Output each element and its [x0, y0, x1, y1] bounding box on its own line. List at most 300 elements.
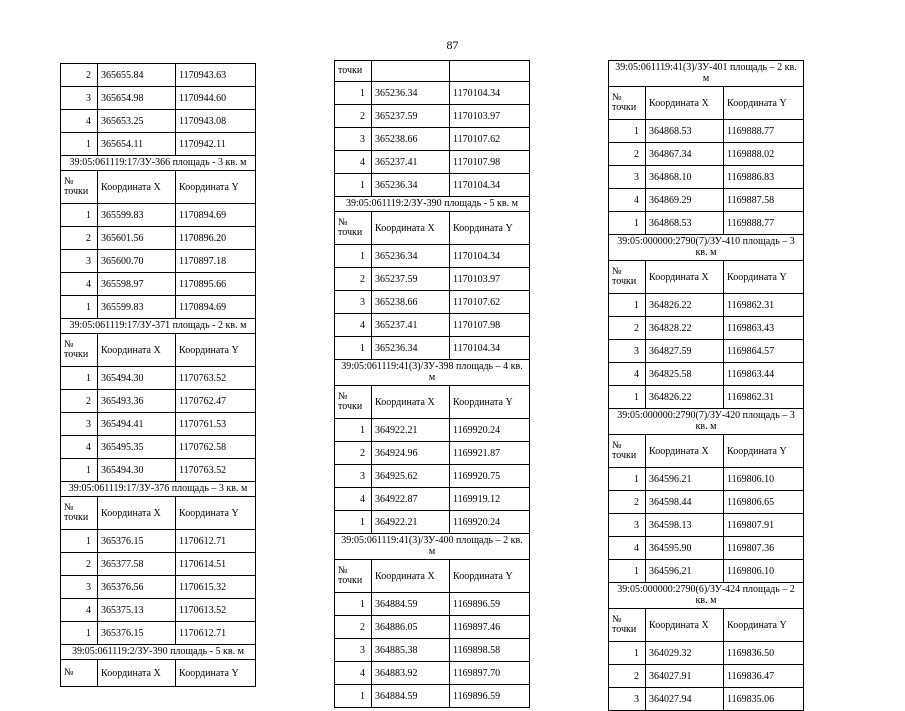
coord-y-value: 1169863.44: [724, 363, 804, 386]
coord-x-value: 364886.05: [372, 616, 450, 639]
point-number: 2: [609, 317, 646, 340]
point-number: 3: [61, 413, 98, 436]
table-row: [61, 622, 256, 645]
coord-y-value: 1170104.34: [450, 245, 530, 268]
coord-x-value: 365238.66: [372, 291, 450, 314]
coord-x-value: 365238.66: [372, 128, 450, 151]
coord-x-header: Координата X: [372, 212, 450, 245]
coord-y-value: 1170762.47: [176, 390, 256, 413]
coord-x-value: 365237.41: [372, 151, 450, 174]
coord-x-value: 364867.34: [646, 143, 724, 166]
coord-x-value: 364922.21: [372, 511, 450, 534]
point-number: 1: [609, 468, 646, 491]
coord-x-value: 364868.53: [646, 212, 724, 235]
table-row: [335, 662, 530, 685]
point-number: 1: [61, 133, 98, 156]
point-number: 3: [335, 291, 372, 314]
table-row: [335, 593, 530, 616]
point-number: 3: [61, 250, 98, 273]
point-number-header: № точки: [61, 171, 98, 204]
table-row: [335, 174, 530, 197]
point-number: 1: [609, 120, 646, 143]
point-number: 2: [609, 491, 646, 514]
coord-x-value: 364884.59: [372, 685, 450, 708]
coord-y-value: 1169896.59: [450, 685, 530, 708]
coord-y-value: 1170612.71: [176, 622, 256, 645]
parcel-caption-row: [61, 319, 256, 334]
table-row: [609, 386, 804, 409]
coord-y-value: 1169887.58: [724, 189, 804, 212]
table-row: [609, 340, 804, 363]
coord-y-value: 1170103.97: [450, 268, 530, 291]
coord-y-value: 1170103.97: [450, 105, 530, 128]
point-number: 4: [609, 537, 646, 560]
coordinates-table: [334, 60, 530, 708]
coord-x-value: 364884.59: [372, 593, 450, 616]
coord-y-value: 1169807.91: [724, 514, 804, 537]
table-row: [61, 133, 256, 156]
coord-x-value: 364924.96: [372, 442, 450, 465]
point-number: 4: [61, 110, 98, 133]
coord-y-header: Координата Y: [724, 609, 804, 642]
table-row: [609, 294, 804, 317]
table-row: [61, 296, 256, 319]
point-number: 1: [609, 212, 646, 235]
coord-x-header: Координата X: [646, 435, 724, 468]
point-number: 1: [335, 685, 372, 708]
point-number: 1: [335, 511, 372, 534]
parcel-caption-row: [61, 645, 256, 660]
coord-y-header: Координата Y: [176, 171, 256, 204]
coord-x-value: 364596.21: [646, 468, 724, 491]
coord-x-header: Координата X: [98, 497, 176, 530]
coord-x-header: Координата X: [646, 87, 724, 120]
coord-x-value: 364595.90: [646, 537, 724, 560]
coord-x-value: 364868.10: [646, 166, 724, 189]
point-number-header: № точки: [609, 87, 646, 120]
table-row: [61, 204, 256, 227]
coord-y-header: Координата Y: [176, 497, 256, 530]
coord-x-value: 364869.29: [646, 189, 724, 212]
header-row: [335, 212, 530, 245]
coord-y-value: 1170943.63: [176, 64, 256, 87]
table-row: [335, 511, 530, 534]
coord-x-value: 365495.35: [98, 436, 176, 459]
table-row: [61, 436, 256, 459]
coord-y-header: Координата Y: [450, 560, 530, 593]
header-row: [609, 435, 804, 468]
table-row: [61, 390, 256, 413]
table-row: [335, 442, 530, 465]
point-number-header: № точки: [335, 560, 372, 593]
parcel-caption: 39:05:061119:2/ЗУ-390 площадь - 5 кв. м: [61, 645, 256, 660]
table-row: [61, 530, 256, 553]
coord-y-value: 1170762.58: [176, 436, 256, 459]
parcel-caption: 39:05:061119:17/ЗУ-371 площадь - 2 кв. м: [61, 319, 256, 334]
point-number: 1: [335, 593, 372, 616]
parcel-caption-row: [609, 235, 804, 261]
coord-y-value: 1169806.65: [724, 491, 804, 514]
coord-y-value: 1170761.53: [176, 413, 256, 436]
header-row: [61, 497, 256, 530]
point-number-header: № точки: [335, 386, 372, 419]
coord-y-value: 1169862.31: [724, 386, 804, 409]
point-number: 2: [335, 268, 372, 291]
parcel-caption-row: [609, 409, 804, 435]
coord-y-header: Координата Y: [450, 212, 530, 245]
point-number: 2: [335, 442, 372, 465]
point-number: 2: [335, 105, 372, 128]
coord-y-value: 1170763.52: [176, 367, 256, 390]
table-row: [335, 128, 530, 151]
point-number-header: №: [61, 660, 98, 687]
coord-x-value: 364027.91: [646, 665, 724, 688]
table-row: [609, 189, 804, 212]
table-row: [609, 491, 804, 514]
point-number: 1: [609, 642, 646, 665]
parcel-caption: 39:05:000000:2790(7)/ЗУ-410 площадь – 3 кв. м: [609, 235, 804, 261]
parcel-caption-row: [335, 534, 530, 560]
coord-y-value: 1170612.71: [176, 530, 256, 553]
point-number: 4: [609, 363, 646, 386]
coord-x-value: 365375.13: [98, 599, 176, 622]
coord-y-value: 1170107.62: [450, 291, 530, 314]
coord-x-value: 365237.59: [372, 105, 450, 128]
table-row: [609, 688, 804, 711]
point-number: 1: [61, 530, 98, 553]
point-number: 1: [609, 294, 646, 317]
point-number: 4: [335, 151, 372, 174]
coord-x-value: 365236.34: [372, 337, 450, 360]
coord-x-value: 364925.62: [372, 465, 450, 488]
point-number: 3: [61, 87, 98, 110]
coord-y-value: 1170763.52: [176, 459, 256, 482]
table-row: [609, 317, 804, 340]
coord-x-value: 364826.22: [646, 294, 724, 317]
coord-y-value: 1169807.36: [724, 537, 804, 560]
coord-y-value: 1170615.32: [176, 576, 256, 599]
coord-y-value: 1169806.10: [724, 560, 804, 583]
point-number: 2: [61, 227, 98, 250]
table-row: [335, 419, 530, 442]
parcel-caption: 39:05:061119:41(3)/ЗУ-398 площадь – 4 кв. м: [335, 360, 530, 386]
coord-x-value: 365237.41: [372, 314, 450, 337]
coord-y-value: 1169898.58: [450, 639, 530, 662]
coord-y-value: 1169886.83: [724, 166, 804, 189]
parcel-caption-row: [335, 197, 530, 212]
parcel-caption-row: [335, 360, 530, 386]
point-number: 4: [335, 488, 372, 511]
coord-x-header: Координата X: [98, 334, 176, 367]
header-cell: [450, 61, 530, 82]
table-row: [61, 599, 256, 622]
header-row: [609, 261, 804, 294]
coord-x-value: 365493.36: [98, 390, 176, 413]
coord-y-value: 1170107.62: [450, 128, 530, 151]
coord-y-value: 1169888.77: [724, 120, 804, 143]
point-number: 3: [61, 576, 98, 599]
coord-y-header: Координата Y: [176, 660, 256, 687]
table-row: [61, 250, 256, 273]
point-number: 2: [609, 665, 646, 688]
coord-y-value: 1170942.11: [176, 133, 256, 156]
parcel-caption: 39:05:000000:2790(7)/ЗУ-420 площадь – 3 кв. м: [609, 409, 804, 435]
coordinates-table: [60, 63, 256, 687]
coord-x-value: 365601.56: [98, 227, 176, 250]
parcel-caption: 39:05:061119:17/ЗУ-376 площадь – 3 кв. м: [61, 482, 256, 497]
coord-x-value: 364825.58: [646, 363, 724, 386]
table-row: [61, 87, 256, 110]
coord-y-value: 1169897.70: [450, 662, 530, 685]
coord-x-header: Координата X: [372, 386, 450, 419]
coord-x-value: 364826.22: [646, 386, 724, 409]
point-number: 4: [335, 314, 372, 337]
coord-y-value: 1169920.75: [450, 465, 530, 488]
coord-x-value: 364828.22: [646, 317, 724, 340]
point-number: 1: [335, 419, 372, 442]
table-row: [335, 245, 530, 268]
coord-x-header: Координата X: [646, 261, 724, 294]
coord-x-value: 365376.15: [98, 530, 176, 553]
point-number: 1: [335, 82, 372, 105]
coord-x-header: Координата X: [372, 560, 450, 593]
point-number: 4: [61, 273, 98, 296]
coord-y-value: 1169862.31: [724, 294, 804, 317]
header-row: [609, 609, 804, 642]
table-row: [609, 537, 804, 560]
point-number: 2: [61, 64, 98, 87]
point-number-header: точки: [335, 61, 372, 82]
coord-x-value: 364868.53: [646, 120, 724, 143]
coord-x-value: 364922.87: [372, 488, 450, 511]
table-row: [609, 143, 804, 166]
coord-x-header: Координата X: [98, 171, 176, 204]
point-number: 3: [335, 639, 372, 662]
header-row-continued: [335, 61, 530, 82]
table-row: [335, 639, 530, 662]
coord-y-value: 1170613.52: [176, 599, 256, 622]
coord-y-value: 1169920.24: [450, 419, 530, 442]
coord-y-header: Координата Y: [724, 261, 804, 294]
coord-x-header: Координата X: [98, 660, 176, 687]
coord-y-value: 1169921.87: [450, 442, 530, 465]
header-row: [61, 334, 256, 367]
coord-x-value: 365377.58: [98, 553, 176, 576]
coord-y-value: 1169836.47: [724, 665, 804, 688]
table-row: [609, 514, 804, 537]
table-row: [335, 616, 530, 639]
coord-y-value: 1169888.77: [724, 212, 804, 235]
coord-y-value: 1170896.20: [176, 227, 256, 250]
coord-x-value: 365236.34: [372, 245, 450, 268]
coord-y-value: 1170894.69: [176, 204, 256, 227]
coord-x-value: 364027.94: [646, 688, 724, 711]
point-number-header: № точки: [609, 435, 646, 468]
point-number: 1: [335, 337, 372, 360]
table-row: [61, 413, 256, 436]
coord-y-value: 1169863.43: [724, 317, 804, 340]
table-row: [335, 465, 530, 488]
parcel-caption: 39:05:061119:2/ЗУ-390 площадь - 5 кв. м: [335, 197, 530, 212]
coord-x-value: 364029.32: [646, 642, 724, 665]
coord-y-value: 1170894.69: [176, 296, 256, 319]
coord-y-value: 1170107.98: [450, 151, 530, 174]
coord-y-value: 1169896.59: [450, 593, 530, 616]
point-number: 4: [609, 189, 646, 212]
table-row: [335, 291, 530, 314]
point-number: 2: [609, 143, 646, 166]
header-cell: [372, 61, 450, 82]
table-row: [609, 642, 804, 665]
point-number: 3: [609, 514, 646, 537]
parcel-caption: 39:05:061119:41(3)/ЗУ-400 площадь – 2 кв. м: [335, 534, 530, 560]
table-row: [61, 459, 256, 482]
coord-x-value: 365598.97: [98, 273, 176, 296]
coord-y-value: 1169806.10: [724, 468, 804, 491]
coord-y-value: 1169919.12: [450, 488, 530, 511]
table-row: [609, 120, 804, 143]
parcel-caption: 39:05:000000:2790(6)/ЗУ-424 площадь – 2 кв. м: [609, 583, 804, 609]
coord-y-value: 1170943.08: [176, 110, 256, 133]
coord-y-value: 1170104.34: [450, 82, 530, 105]
coord-x-value: 364598.13: [646, 514, 724, 537]
coord-y-value: 1169920.24: [450, 511, 530, 534]
coord-x-value: 365654.98: [98, 87, 176, 110]
header-row: [61, 171, 256, 204]
coord-x-value: 364598.44: [646, 491, 724, 514]
coord-y-value: 1170944.60: [176, 87, 256, 110]
coord-y-value: 1169835.06: [724, 688, 804, 711]
coord-y-value: 1169888.02: [724, 143, 804, 166]
coord-y-header: Координата Y: [450, 386, 530, 419]
point-number: 1: [61, 622, 98, 645]
coord-x-value: 365494.30: [98, 367, 176, 390]
coord-y-value: 1170614.51: [176, 553, 256, 576]
header-row: [609, 87, 804, 120]
coord-x-value: 365494.41: [98, 413, 176, 436]
point-number: 4: [335, 662, 372, 685]
coordinates-column-middle: [334, 60, 530, 708]
point-number-header: № точки: [61, 334, 98, 367]
coord-y-value: 1170107.98: [450, 314, 530, 337]
table-row: [61, 273, 256, 296]
point-number: 1: [61, 367, 98, 390]
parcel-caption-row: [61, 482, 256, 497]
table-row: [609, 363, 804, 386]
point-number: 2: [335, 616, 372, 639]
table-row: [335, 268, 530, 291]
point-number-header: № точки: [335, 212, 372, 245]
table-row: [61, 553, 256, 576]
point-number: 3: [609, 166, 646, 189]
coord-y-value: 1170104.34: [450, 174, 530, 197]
coord-x-value: 364883.92: [372, 662, 450, 685]
table-row: [61, 227, 256, 250]
point-number: 3: [335, 128, 372, 151]
coord-x-value: 365376.56: [98, 576, 176, 599]
table-row: [609, 665, 804, 688]
coord-x-value: 364885.38: [372, 639, 450, 662]
coord-x-value: 365236.34: [372, 82, 450, 105]
table-row: [335, 151, 530, 174]
point-number: 2: [61, 553, 98, 576]
parcel-caption-row: [61, 156, 256, 171]
coord-x-value: 365599.83: [98, 296, 176, 319]
parcel-caption-row: [609, 61, 804, 87]
table-row: [61, 110, 256, 133]
header-row: [335, 386, 530, 419]
coord-x-value: 365236.34: [372, 174, 450, 197]
page-number: 87: [446, 38, 459, 52]
coord-y-header: Координата Y: [724, 87, 804, 120]
coord-y-value: 1170895.66: [176, 273, 256, 296]
table-row: [609, 166, 804, 189]
coord-x-header: Координата X: [646, 609, 724, 642]
table-row: [335, 314, 530, 337]
table-row: [335, 82, 530, 105]
table-row: [61, 576, 256, 599]
point-number-header: № точки: [609, 609, 646, 642]
coordinates-column-left: [60, 63, 256, 687]
coord-x-value: 365599.83: [98, 204, 176, 227]
table-row: [335, 337, 530, 360]
point-number: 1: [61, 459, 98, 482]
point-number: 4: [61, 436, 98, 459]
table-row: [609, 560, 804, 583]
coord-x-value: 365494.30: [98, 459, 176, 482]
point-number: 3: [335, 465, 372, 488]
coord-x-value: 365376.15: [98, 622, 176, 645]
coord-y-header: Координата Y: [176, 334, 256, 367]
coord-x-value: 365654.11: [98, 133, 176, 156]
point-number: 2: [61, 390, 98, 413]
point-number-header: № точки: [609, 261, 646, 294]
coordinates-column-right: [608, 60, 804, 711]
coord-y-value: 1170104.34: [450, 337, 530, 360]
coord-x-value: 365655.84: [98, 64, 176, 87]
header-row: [335, 560, 530, 593]
point-number-header: № точки: [61, 497, 98, 530]
header-row: [61, 660, 256, 687]
coord-x-value: 365653.25: [98, 110, 176, 133]
coordinates-table: [608, 60, 804, 711]
coord-x-value: 365237.59: [372, 268, 450, 291]
table-row: [335, 488, 530, 511]
table-row: [335, 105, 530, 128]
table-row: [335, 685, 530, 708]
point-number: 1: [609, 386, 646, 409]
table-row: [61, 367, 256, 390]
parcel-caption-row: [609, 583, 804, 609]
coord-x-value: 365600.70: [98, 250, 176, 273]
point-number: 1: [335, 174, 372, 197]
coord-x-value: 364922.21: [372, 419, 450, 442]
parcel-caption: 39:05:061119:17/ЗУ-366 площадь - 3 кв. м: [61, 156, 256, 171]
table-row: [609, 468, 804, 491]
coord-x-value: 364596.21: [646, 560, 724, 583]
coord-y-value: 1169836.50: [724, 642, 804, 665]
coord-y-value: 1169864.57: [724, 340, 804, 363]
table-row: [61, 64, 256, 87]
point-number: 1: [335, 245, 372, 268]
table-row: [609, 212, 804, 235]
point-number: 3: [609, 340, 646, 363]
coord-x-value: 364827.59: [646, 340, 724, 363]
parcel-caption: 39:05:061119:41(3)/ЗУ-401 площадь – 2 кв. м: [609, 61, 804, 87]
point-number: 3: [609, 688, 646, 711]
coord-y-value: 1170897.18: [176, 250, 256, 273]
point-number: 1: [61, 204, 98, 227]
